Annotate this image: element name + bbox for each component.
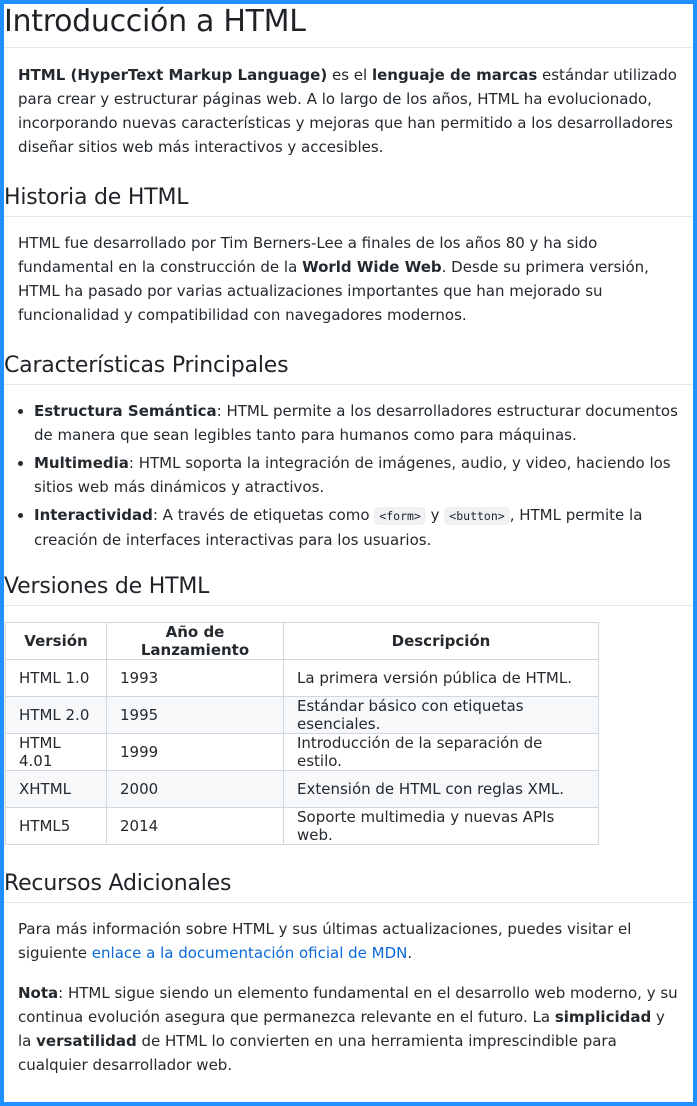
intro-text-2: estándar utilizado para crear y estructurar páginas web. A lo largo de los años, HTML ha evolucionado, incorporando nuevas características y mejoras que han permitido a los desarrolladores diseñar sitios web más interactivos y accesibles.	[18, 66, 677, 156]
cell-description: Extensión de HTML con reglas XML.	[284, 771, 599, 808]
cell-version: HTML 2.0	[6, 697, 107, 734]
feature-text: y	[425, 506, 445, 524]
versions-table	[5, 622, 599, 845]
table-row	[6, 697, 599, 734]
code-button: <button>	[444, 507, 509, 525]
nota-text-3: de HTML lo convierten en una herramienta imprescindible para cualquier desarrollador web.	[18, 1032, 617, 1074]
nota-paragraph	[4, 981, 693, 1077]
cell-year: 2000	[107, 771, 284, 808]
feature-term: Estructura Semántica	[34, 402, 217, 420]
section-heading-caracteristicas: Características Principales	[4, 353, 693, 385]
cell-description: Soporte multimedia y nuevas APIs web.	[284, 808, 599, 845]
mdn-link[interactable]: enlace a la documentación oficial de MDN	[91, 944, 408, 962]
nota-term-2: versatilidad	[36, 1032, 137, 1050]
list-item	[34, 503, 693, 552]
document	[4, 4, 693, 1077]
table-row	[6, 660, 599, 697]
nota-text-2: y la	[18, 1008, 665, 1050]
nota-label: Nota	[18, 984, 59, 1002]
cell-description: Introducción de la separación de estilo.	[284, 734, 599, 771]
cell-year: 1999	[107, 734, 284, 771]
cell-description: La primera versión pública de HTML.	[284, 660, 599, 697]
page-title: Introducción a HTML	[4, 4, 693, 48]
table-header-row	[6, 623, 599, 660]
feature-text: , HTML permite la creación de interfaces interactivas para los usuarios.	[34, 506, 643, 549]
code-form: <form>	[374, 507, 426, 525]
cell-year: 1993	[107, 660, 284, 697]
feature-text: : A través de etiquetas como	[152, 506, 375, 524]
recursos-text: Para más información sobre HTML y sus últimas actualizaciones, puedes visitar el siguiente	[18, 920, 632, 962]
historia-text-1: HTML fue desarrollado por Tim Berners-Lee a finales de los años 80 y ha sido fundamental en la construcción de la	[18, 234, 598, 276]
recursos-paragraph	[4, 917, 693, 965]
feature-text: : HTML permite a los desarrolladores estructurar documentos de manera que sean legibles tanto para humanos como para máquinas.	[34, 402, 678, 444]
historia-paragraph	[4, 231, 693, 327]
nota-text-1: : HTML sigue siendo un elemento fundamental en el desarrollo web moderno, y su continua evolución asegura que permanezca relevante en el futuro. La	[18, 984, 678, 1026]
feature-term: Multimedia	[34, 454, 129, 472]
intro-term: HTML (HyperText Markup Language)	[18, 66, 328, 84]
cell-year: 2014	[107, 808, 284, 845]
col-header-year: Año de Lanzamiento	[107, 623, 284, 660]
intro-text-1: es el	[327, 66, 372, 84]
list-item	[34, 451, 693, 499]
cell-version: HTML 1.0	[6, 660, 107, 697]
section-heading-recursos: Recursos Adicionales	[4, 871, 693, 903]
section-heading-historia: Historia de HTML	[4, 185, 693, 217]
cell-version: HTML 4.01	[6, 734, 107, 771]
cell-version: XHTML	[6, 771, 107, 808]
table-row	[6, 771, 599, 808]
feature-term: Interactividad	[34, 506, 153, 524]
list-item	[34, 399, 693, 447]
section-heading-versiones: Versiones de HTML	[4, 574, 693, 606]
feature-text: : HTML soporta la integración de imágenes, audio, y video, haciendo los sitios web más dinámicos y atractivos.	[34, 454, 671, 496]
historia-text-2: . Desde su primera versión, HTML ha pasado por varias actualizaciones importantes que han mejorado su funcionalidad y compatibilidad con navegadores modernos.	[18, 258, 649, 324]
intro-paragraph	[4, 63, 693, 159]
col-header-description: Descripción	[284, 623, 599, 660]
cell-version: HTML5	[6, 808, 107, 845]
historia-term: World Wide Web	[302, 258, 442, 276]
nota-term-1: simplicidad	[554, 1008, 652, 1026]
recursos-text-end: .	[407, 944, 413, 962]
intro-term-2: lenguaje de marcas	[371, 66, 538, 84]
table-row	[6, 734, 599, 771]
cell-year: 1995	[107, 697, 284, 734]
table-row	[6, 808, 599, 845]
cell-description: Estándar básico con etiquetas esenciales.	[284, 697, 599, 734]
features-list	[4, 399, 693, 552]
col-header-version: Versión	[6, 623, 107, 660]
